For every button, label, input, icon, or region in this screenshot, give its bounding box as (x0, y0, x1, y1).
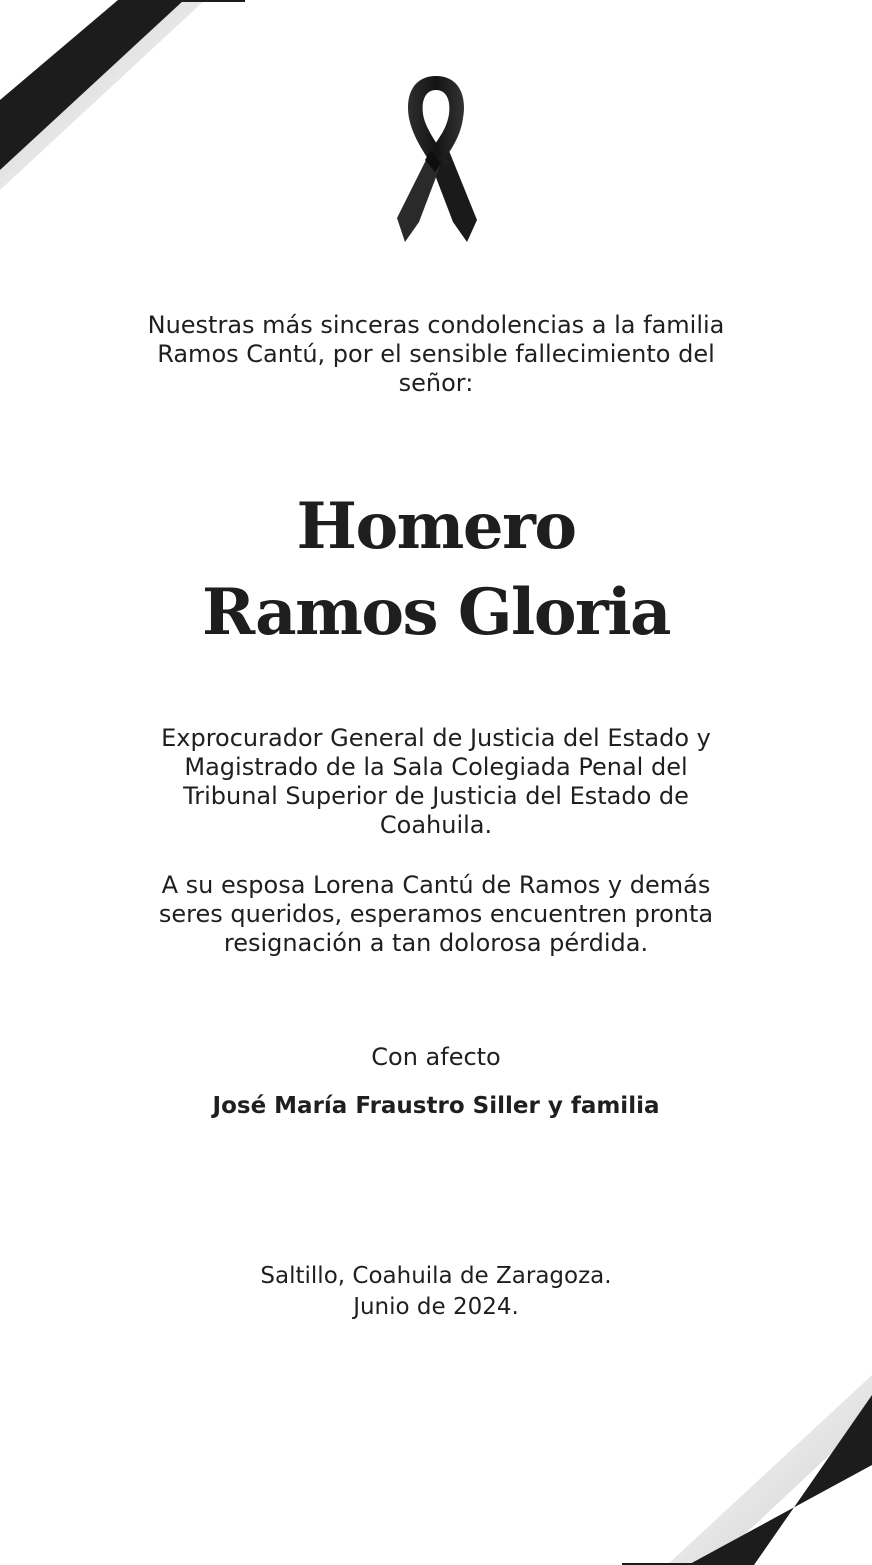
intro-line: Ramos Cantú, por el sensible fallecimiento del (157, 340, 715, 368)
place-and-date (0, 1261, 872, 1323)
signer-name: José María Fraustro Siller y familia (212, 1093, 660, 1119)
intro-line: Nuestras más sinceras condolencias a la familia (147, 311, 725, 339)
deceased-description (0, 724, 872, 840)
mourning-ribbon-icon (391, 72, 481, 246)
intro-line: señor: (398, 369, 474, 397)
description-line: Exprocurador General de Justicia del Estado y (161, 724, 711, 752)
wish-line: seres queridos, esperamos encuentren pronta (158, 900, 714, 928)
condolence-intro (0, 311, 872, 398)
corner-ribbon-top-left-icon (0, 0, 250, 190)
description-line: Magistrado de la Sala Colegiada Penal del (184, 753, 688, 781)
condolence-wish (0, 871, 872, 958)
place-line: Saltillo, Coahuila de Zaragoza. (260, 1263, 612, 1289)
date-line: Junio de 2024. (353, 1294, 519, 1320)
wish-line: resignación a tan dolorosa pérdida. (223, 929, 649, 957)
description-line: Tribunal Superior de Justicia del Estado de (183, 782, 689, 810)
corner-ribbon-bottom-right-icon (622, 1375, 872, 1565)
deceased-surnames: Ramos Gloria (202, 575, 670, 650)
closing-salutation: Con afecto (371, 1043, 501, 1071)
deceased-first-name: Homero (296, 489, 576, 564)
description-line: Coahuila. (379, 811, 493, 839)
wish-line: A su esposa Lorena Cantú de Ramos y demás (161, 871, 711, 899)
